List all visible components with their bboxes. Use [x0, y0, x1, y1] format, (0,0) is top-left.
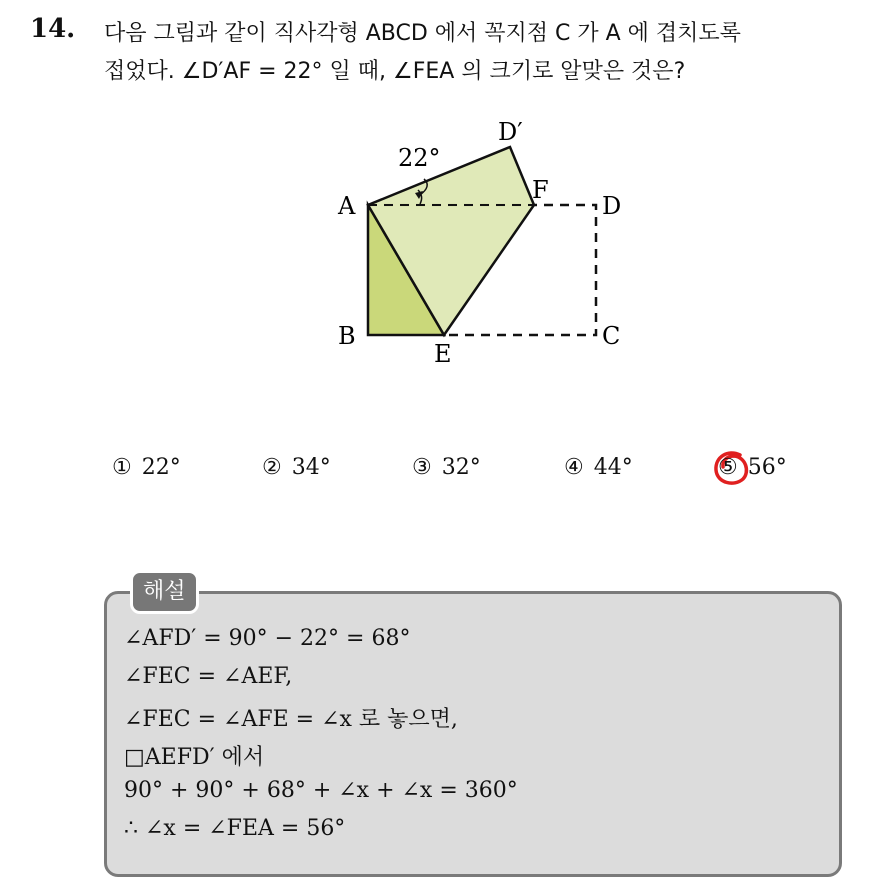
- label-d-prime: D′: [498, 118, 523, 146]
- solution-line: ∴ ∠x = ∠FEA = 56°: [124, 816, 346, 841]
- question-number: 14.: [30, 14, 76, 44]
- choice-3-text: 32°: [441, 455, 481, 480]
- angle-label: 22°: [398, 144, 441, 172]
- choice-1-number: ①: [112, 455, 132, 480]
- solution-line: 90° + 90° + 68° + ∠x + ∠x = 360°: [124, 778, 518, 803]
- geometry-figure: [320, 100, 640, 370]
- question-text-line-1: 다음 그림과 같이 직사각형 ABCD 에서 꼭지점 C 가 A 에 겹치도록: [104, 21, 741, 46]
- choice-4-number: ④: [564, 455, 584, 480]
- choice-1[interactable]: [112, 455, 181, 480]
- choice-1-text: 22°: [141, 455, 181, 480]
- label-b: B: [338, 322, 356, 350]
- choice-5-number: ⑤: [718, 455, 738, 480]
- solution-tab: 해설: [130, 570, 199, 614]
- choice-5-text: 56°: [747, 455, 787, 480]
- solution-line: ∠AFD′ = 90° − 22° = 68°: [124, 626, 411, 651]
- choice-3[interactable]: [412, 455, 481, 480]
- label-c: C: [602, 322, 621, 350]
- choice-2-number: ②: [262, 455, 282, 480]
- label-f: F: [532, 176, 549, 204]
- choice-2-text: 34°: [291, 455, 331, 480]
- solution-line: □AEFD′ 에서: [124, 745, 265, 770]
- choice-3-number: ③: [412, 455, 432, 480]
- question-text-line-2: 접었다. ∠D′AF = 22° 일 때, ∠FEA 의 크기로 알맞은 것은?: [104, 59, 686, 84]
- label-d: D: [602, 192, 622, 220]
- solution-line: ∠FEC = ∠AFE = ∠x 로 놓으면,: [124, 707, 458, 732]
- choice-5[interactable]: [718, 455, 787, 480]
- choice-4[interactable]: [564, 455, 633, 480]
- choice-2[interactable]: [262, 455, 331, 480]
- label-e: E: [434, 340, 452, 368]
- choice-4-text: 44°: [593, 455, 633, 480]
- solution-line: ∠FEC = ∠AEF,: [124, 664, 293, 689]
- label-a: A: [338, 192, 356, 220]
